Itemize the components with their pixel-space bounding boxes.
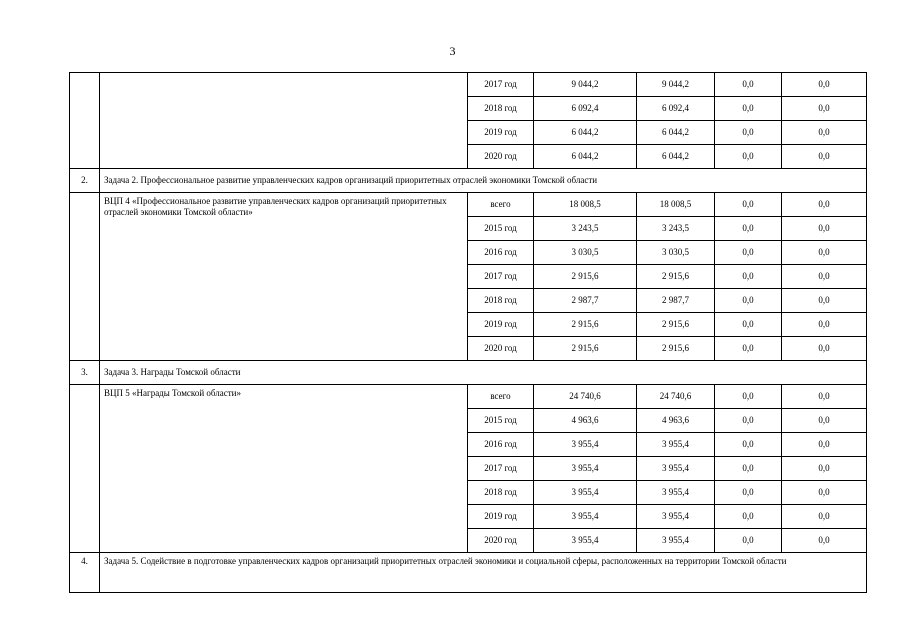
other-cell: 0,0 [782, 193, 867, 217]
task-title: Задача 3. Награды Томской области [100, 361, 867, 385]
year-cell: 2017 год [468, 457, 534, 481]
total-cell: 2 915,6 [534, 313, 637, 337]
year-cell: 2019 год [468, 121, 534, 145]
total-cell: 18 008,5 [534, 193, 637, 217]
federal-cell: 0,0 [715, 193, 782, 217]
other-cell: 0,0 [782, 529, 867, 553]
empty-number-cell [70, 385, 100, 553]
table-row [70, 73, 867, 97]
regional-cell: 9 044,2 [637, 73, 715, 97]
regional-cell: 2 915,6 [637, 313, 715, 337]
task-title: Задача 2. Профессиональное развитие управленческих кадров организаций приоритетных отраслей экономики Томской области [100, 169, 867, 193]
regional-cell: 3 955,4 [637, 481, 715, 505]
other-cell: 0,0 [782, 481, 867, 505]
federal-cell: 0,0 [715, 433, 782, 457]
total-cell: 2 915,6 [534, 337, 637, 361]
regional-cell: 2 987,7 [637, 289, 715, 313]
federal-cell: 0,0 [715, 457, 782, 481]
table-row [70, 193, 867, 217]
task-row [70, 553, 867, 593]
regional-cell: 3 030,5 [637, 241, 715, 265]
federal-cell: 0,0 [715, 481, 782, 505]
federal-cell: 0,0 [715, 289, 782, 313]
year-cell: 2016 год [468, 241, 534, 265]
regional-cell: 2 915,6 [637, 337, 715, 361]
federal-cell: 0,0 [715, 337, 782, 361]
year-cell: 2019 год [468, 505, 534, 529]
federal-cell: 0,0 [715, 313, 782, 337]
regional-cell: 6 044,2 [637, 121, 715, 145]
year-cell: 2016 год [468, 433, 534, 457]
total-cell: 3 955,4 [534, 433, 637, 457]
task-row [70, 361, 867, 385]
regional-cell: 3 955,4 [637, 529, 715, 553]
program-name: ВЦП 5 «Награды Томской области» [100, 385, 468, 553]
federal-cell: 0,0 [715, 241, 782, 265]
task-number: 4. [70, 553, 100, 593]
total-cell: 6 044,2 [534, 121, 637, 145]
task-number: 2. [70, 169, 100, 193]
federal-cell: 0,0 [715, 505, 782, 529]
year-cell: всего [468, 385, 534, 409]
federal-cell: 0,0 [715, 385, 782, 409]
table-row [70, 385, 867, 409]
year-cell: 2015 год [468, 409, 534, 433]
year-cell: 2020 год [468, 145, 534, 169]
total-cell: 3 955,4 [534, 457, 637, 481]
federal-cell: 0,0 [715, 217, 782, 241]
total-cell: 2 915,6 [534, 265, 637, 289]
other-cell: 0,0 [782, 265, 867, 289]
federal-cell: 0,0 [715, 121, 782, 145]
other-cell: 0,0 [782, 121, 867, 145]
regional-cell: 3 243,5 [637, 217, 715, 241]
year-cell: 2017 год [468, 265, 534, 289]
federal-cell: 0,0 [715, 73, 782, 97]
other-cell: 0,0 [782, 505, 867, 529]
other-cell: 0,0 [782, 289, 867, 313]
federal-cell: 0,0 [715, 529, 782, 553]
task-row [70, 169, 867, 193]
empty-number-cell [70, 73, 100, 169]
other-cell: 0,0 [782, 385, 867, 409]
year-cell: 2018 год [468, 481, 534, 505]
total-cell: 9 044,2 [534, 73, 637, 97]
other-cell: 0,0 [782, 457, 867, 481]
federal-cell: 0,0 [715, 145, 782, 169]
year-cell: 2018 год [468, 289, 534, 313]
year-cell: 2017 год [468, 73, 534, 97]
regional-cell: 4 963,6 [637, 409, 715, 433]
total-cell: 3 955,4 [534, 481, 637, 505]
other-cell: 0,0 [782, 409, 867, 433]
regional-cell: 18 008,5 [637, 193, 715, 217]
year-cell: 2020 год [468, 337, 534, 361]
other-cell: 0,0 [782, 73, 867, 97]
total-cell: 3 955,4 [534, 529, 637, 553]
year-cell: всего [468, 193, 534, 217]
other-cell: 0,0 [782, 241, 867, 265]
other-cell: 0,0 [782, 217, 867, 241]
program-name [100, 73, 468, 169]
funding-table [69, 72, 867, 593]
program-name: ВЦП 4 «Профессиональное развитие управленческих кадров организаций приоритетных отраслей экономики Томской области» [100, 193, 468, 361]
regional-cell: 3 955,4 [637, 505, 715, 529]
total-cell: 3 243,5 [534, 217, 637, 241]
total-cell: 6 044,2 [534, 145, 637, 169]
total-cell: 2 987,7 [534, 289, 637, 313]
regional-cell: 2 915,6 [637, 265, 715, 289]
other-cell: 0,0 [782, 145, 867, 169]
task-title: Задача 5. Содействие в подготовке управленческих кадров организаций приоритетных отраслей экономики и социальной сферы, расположенных на территории Томской области [100, 553, 867, 593]
total-cell: 6 092,4 [534, 97, 637, 121]
other-cell: 0,0 [782, 313, 867, 337]
total-cell: 4 963,6 [534, 409, 637, 433]
year-cell: 2018 год [468, 97, 534, 121]
page-number: 3 [449, 44, 456, 58]
other-cell: 0,0 [782, 337, 867, 361]
year-cell: 2015 год [468, 217, 534, 241]
regional-cell: 6 044,2 [637, 145, 715, 169]
year-cell: 2019 год [468, 313, 534, 337]
total-cell: 3 030,5 [534, 241, 637, 265]
regional-cell: 24 740,6 [637, 385, 715, 409]
federal-cell: 0,0 [715, 97, 782, 121]
regional-cell: 6 092,4 [637, 97, 715, 121]
task-number: 3. [70, 361, 100, 385]
year-cell: 2020 год [468, 529, 534, 553]
regional-cell: 3 955,4 [637, 433, 715, 457]
other-cell: 0,0 [782, 97, 867, 121]
total-cell: 24 740,6 [534, 385, 637, 409]
federal-cell: 0,0 [715, 265, 782, 289]
regional-cell: 3 955,4 [637, 457, 715, 481]
other-cell: 0,0 [782, 433, 867, 457]
federal-cell: 0,0 [715, 409, 782, 433]
total-cell: 3 955,4 [534, 505, 637, 529]
empty-number-cell [70, 193, 100, 361]
